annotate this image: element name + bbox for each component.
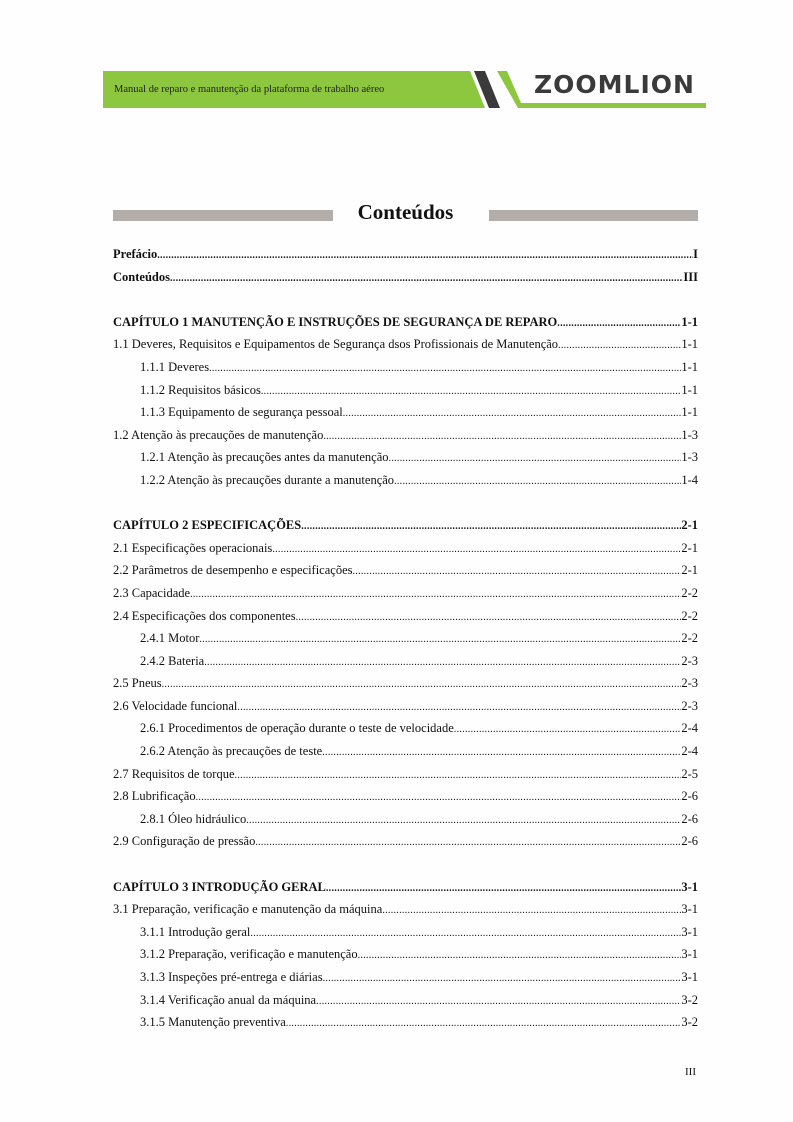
toc-entry[interactable] [113, 627, 698, 650]
toc-entry-page: I [693, 247, 698, 261]
toc-entry-title: 3.1.2 Preparação, verificação e manutenção [140, 947, 358, 962]
toc-entry[interactable] [113, 717, 698, 740]
toc-entry-title: 2.6.1 Procedimentos de operação durante o teste de velocidade [140, 721, 454, 736]
toc-leader-dots [301, 516, 681, 539]
toc-entry[interactable] [113, 921, 698, 944]
toc-entry-page: 3-1 [681, 947, 698, 962]
toc-leader-dots [199, 629, 681, 652]
title-row [113, 200, 698, 230]
toc-leader-dots [246, 810, 681, 833]
toc-entry-page: 3-2 [681, 1015, 698, 1030]
toc-entry[interactable] [113, 559, 698, 582]
toc-entry[interactable] [113, 785, 698, 808]
toc-entry-page: 1-1 [681, 337, 698, 352]
toc-entry[interactable] [113, 582, 698, 605]
toc-leader-dots [322, 742, 681, 765]
toc-leader-dots [255, 832, 681, 855]
toc-entry-page: 1-1 [681, 359, 698, 374]
toc-spacer [113, 288, 698, 311]
toc-entry-page: 2-1 [681, 518, 698, 533]
toc-leader-dots [190, 584, 681, 607]
toc-entry[interactable] [113, 469, 698, 492]
toc-entry-page: 2-6 [681, 789, 698, 804]
toc-leader-dots [558, 335, 681, 358]
toc-entry[interactable] [113, 356, 698, 379]
toc-entry-page: 3-1 [681, 924, 698, 939]
toc-entry[interactable] [113, 740, 698, 763]
toc-leader-dots [235, 765, 682, 788]
toc-spacer [113, 853, 698, 876]
toc-entry-title: 2.5 Pneus [113, 676, 162, 691]
toc-entry[interactable] [113, 989, 698, 1012]
toc-entry-title: 2.1 Especificações operacionais [113, 540, 273, 555]
toc-leader-dots [352, 561, 681, 584]
toc-entry[interactable] [113, 266, 698, 289]
toc-leader-dots [162, 674, 682, 697]
toc-entry-page: 2-1 [681, 563, 698, 578]
toc-entry-title: 3.1.1 Introdução geral [140, 924, 251, 939]
toc-entry-title: Prefácio [113, 247, 158, 261]
zoomlion-logo: ZOOMLION [534, 70, 695, 99]
toc-leader-dots [209, 358, 681, 381]
toc-entry-title: 2.2 Parâmetros de desempenho e especificações [113, 563, 353, 578]
toc-entry-title: Conteúdos [113, 269, 170, 284]
toc-entry[interactable] [113, 605, 698, 628]
toc-entry-title: 1.2.1 Atenção às precauções antes da manutenção [140, 450, 389, 465]
toc-leader-dots [272, 539, 681, 562]
toc-entry-title: 2.6 Velocidade funcional [113, 698, 238, 713]
toc-leader-dots [358, 945, 682, 968]
toc-leader-dots [157, 245, 693, 268]
toc-leader-dots [196, 787, 682, 810]
toc-entry[interactable] [113, 943, 698, 966]
page-title: Conteúdos [357, 200, 454, 224]
toc-entry-title: CAPÍTULO 2 ESPECIFICAÇÕES [113, 518, 302, 533]
toc-entry[interactable] [113, 830, 698, 853]
manual-title: Manual de reparo e manutenção da plataforma de trabalho aéreo [114, 84, 385, 95]
toc-entry-title: 3.1.4 Verificação anual da máquina [140, 992, 317, 1007]
toc-entry[interactable] [113, 966, 698, 989]
toc-entry-title: 1.1.1 Deveres [140, 359, 210, 374]
page-number: III [685, 1066, 696, 1078]
toc-leader-dots [237, 697, 681, 720]
toc-leader-dots [454, 719, 682, 742]
toc-entry[interactable] [113, 898, 698, 921]
toc-entry[interactable] [113, 311, 698, 334]
toc-leader-dots [323, 426, 681, 449]
toc-entry-page: 2-3 [681, 676, 698, 691]
toc-leader-dots [286, 1013, 682, 1036]
toc-entry-title: 2.9 Configuração de pressão [113, 834, 256, 849]
toc-entry-page: 3-1 [681, 902, 698, 917]
toc-entry[interactable] [113, 763, 698, 786]
toc-leader-dots [389, 448, 682, 471]
toc-leader-dots [394, 471, 681, 494]
toc-entry-page: 2-5 [681, 766, 698, 781]
toc-entry[interactable] [113, 537, 698, 560]
toc-entry[interactable] [113, 695, 698, 718]
toc-entry-page: 1-1 [681, 382, 698, 397]
toc-entry-page: 2-4 [681, 721, 698, 736]
toc-entry-page: 2-1 [681, 540, 698, 555]
toc-entry[interactable] [113, 808, 698, 831]
toc-entry-page: 2-3 [681, 653, 698, 668]
toc-leader-dots [316, 991, 681, 1014]
toc-entry[interactable] [113, 1011, 698, 1034]
toc-entry-page: 2-2 [681, 631, 698, 646]
toc-entry-page: 3-2 [681, 992, 698, 1007]
toc-entry-title: 2.6.2 Atenção às precauções de teste [140, 744, 323, 759]
toc-entry-title: 3.1 Preparação, verificação e manutenção da máquina [113, 902, 383, 917]
toc-entry-title: CAPÍTULO 1 MANUTENÇÃO E INSTRUÇÕES DE SEGURANÇA DE REPARO [113, 314, 558, 329]
toc-leader-dots [296, 607, 682, 630]
toc-entry[interactable] [113, 243, 698, 266]
toc-entry-title: 2.8 Lubrificação [113, 789, 196, 804]
toc-entry-page: 2-4 [681, 744, 698, 759]
toc-leader-dots [170, 268, 683, 291]
toc-entry-page: III [683, 269, 698, 284]
toc-entry[interactable] [113, 446, 698, 469]
toc-entry[interactable] [113, 333, 698, 356]
toc-entry[interactable] [113, 672, 698, 695]
toc-leader-dots [382, 900, 681, 923]
toc-entry-page: 3-1 [681, 970, 698, 984]
toc-entry-page: 2-2 [681, 585, 698, 600]
toc-entry[interactable] [113, 424, 698, 447]
toc-entry-title: 1.1 Deveres, Requisitos e Equipamentos de Segurança dsos Profissionais de Manutenção [113, 337, 559, 352]
toc-entry-page: 2-6 [681, 811, 698, 826]
toc-entry-page: 2-6 [681, 834, 698, 849]
toc-entry-title: 2.8.1 Óleo hidráulico [140, 811, 247, 826]
toc-entry-title: 2.4 Especificações dos componentes [113, 608, 296, 623]
toc-leader-dots [250, 923, 681, 946]
header-banner [0, 0, 793, 120]
toc-leader-dots [343, 403, 682, 426]
toc-leader-dots [323, 968, 682, 991]
toc-entry-page: 1-1 [681, 314, 698, 329]
toc-leader-dots [204, 652, 681, 675]
toc-entry-title: 2.7 Requisitos de torque [113, 766, 235, 781]
toc-entry-title: 2.4.1 Motor [140, 631, 200, 646]
table-of-contents [113, 243, 698, 1034]
toc-leader-dots [261, 381, 681, 404]
toc-entry[interactable] [113, 401, 698, 424]
toc-entry-title: 3.1.3 Inspeções pré-entrega e diárias [140, 970, 323, 984]
toc-entry-title: 3.1.5 Manutenção preventiva [140, 1015, 286, 1030]
toc-entry-page: 3-1 [681, 879, 698, 894]
toc-entry-page: 1-3 [681, 427, 698, 442]
toc-entry-title: 1.2.2 Atenção às precauções durante a manutenção [140, 472, 395, 487]
toc-entry-page: 1-3 [681, 450, 698, 465]
toc-entry[interactable] [113, 876, 698, 899]
toc-entry-title: CAPÍTULO 3 INTRODUÇÃO GERAL [113, 879, 326, 894]
toc-entry-page: 1-4 [681, 472, 698, 487]
toc-entry-page: 2-2 [681, 608, 698, 623]
toc-entry-title: 1.2 Atenção às precauções de manutenção [113, 427, 324, 442]
toc-entry-title: 1.1.2 Requisitos básicos [140, 382, 261, 397]
toc-leader-dots [557, 313, 681, 336]
toc-entry-title: 2.4.2 Bateria [140, 653, 205, 668]
toc-entry-title: 1.1.3 Equipamento de segurança pessoal [140, 405, 343, 420]
toc-entry[interactable] [113, 650, 698, 673]
toc-spacer [113, 492, 698, 515]
toc-entry[interactable] [113, 514, 698, 537]
toc-entry-page: 2-3 [681, 698, 698, 713]
toc-entry-page: 1-1 [681, 405, 698, 420]
toc-entry-title: 2.3 Capacidade [113, 585, 191, 600]
toc-leader-dots [326, 878, 681, 901]
toc-entry[interactable] [113, 379, 698, 402]
